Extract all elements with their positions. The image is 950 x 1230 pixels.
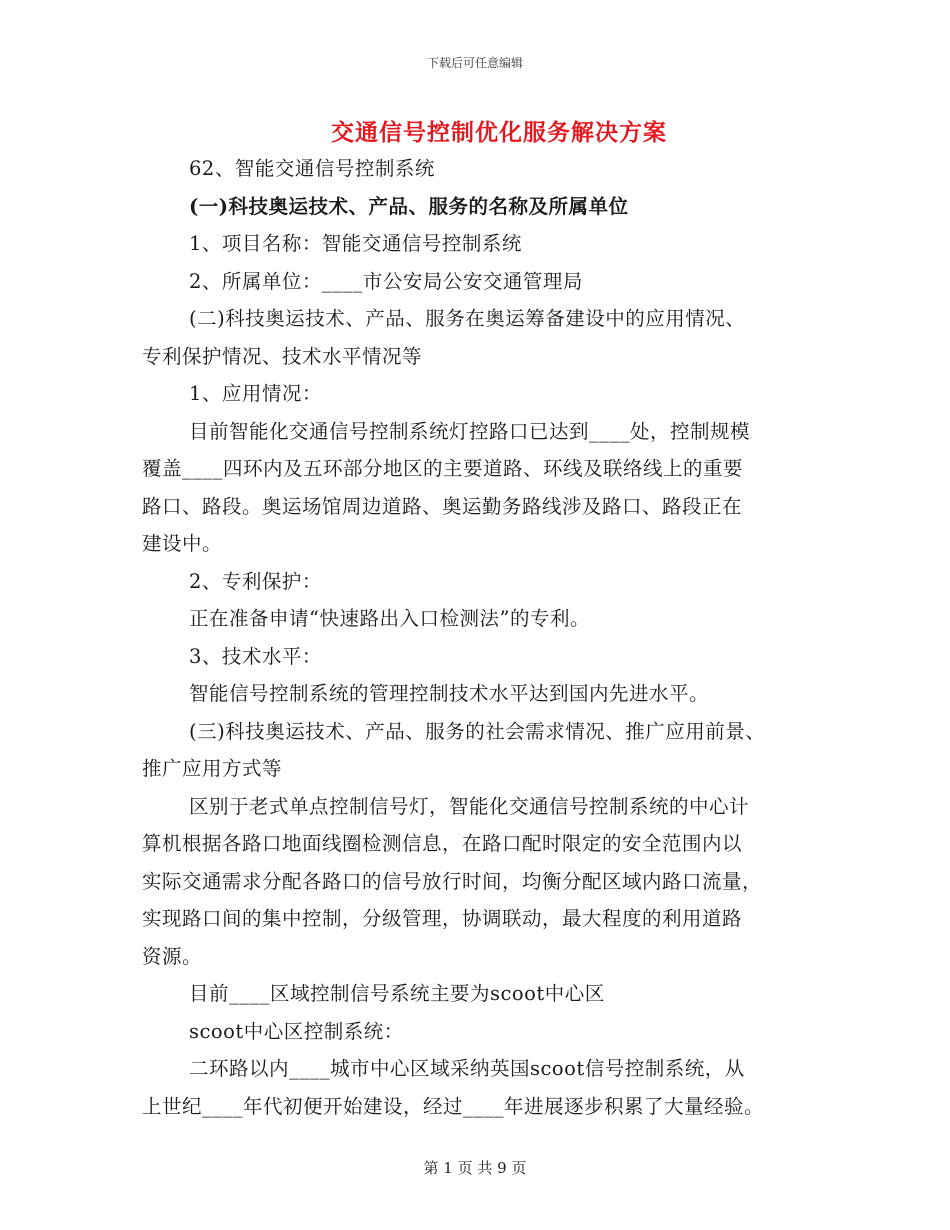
paragraph [142, 675, 810, 713]
paragraph-line: (二)科技奥运技术、产品、服务在奥运筹备建设中的应用情况、 [189, 307, 746, 330]
paragraph-line: 推广应用方式等 [142, 757, 283, 780]
paragraph-line: 专利保护情况、技术水平情况等 [142, 344, 423, 368]
paragraph-line: 智能信号控制系统的管理控制技术水平达到国内先进水平。 [189, 682, 710, 705]
paragraph-line: 覆盖____四环内及五环部分地区的主要道路、环线及联络线上的重要 [142, 457, 744, 480]
paragraph [142, 788, 810, 976]
paragraph [142, 713, 810, 788]
paragraph [142, 375, 810, 413]
paragraph [142, 150, 810, 188]
paragraph-line: 建设中。 [142, 532, 223, 555]
paragraph [142, 638, 810, 676]
paragraph-line: 62、智能交通信号控制系统 [189, 157, 435, 180]
paragraph-line: 1、项目名称：智能交通信号控制系统 [189, 232, 522, 255]
paragraph-line: 目前____区域控制信号系统主要为scoot中心区 [189, 982, 605, 1005]
paragraph [142, 225, 810, 263]
document-title: 交通信号控制优化服务解决方案 [331, 119, 667, 146]
paragraph [142, 300, 810, 375]
paragraph-line: 算机根据各路口地面线圈检测信息，在路口配时限定的安全范围内以 [142, 832, 743, 855]
paragraph [142, 1050, 810, 1125]
paragraph [142, 975, 810, 1013]
paragraph-line: 正在准备申请“快速路出入口检测法”的专利。 [189, 607, 590, 630]
paragraph-line: 二环路以内____城市中心区域采纳英国scoot信号控制系统，从 [189, 1057, 745, 1080]
paragraph-line: 2、所属单位：____市公安局公安交通管理局 [189, 269, 583, 293]
paragraph [142, 1013, 810, 1051]
paragraph-line: (一)科技奥运技术、产品、服务的名称及所属单位 [189, 194, 629, 218]
paragraph [142, 413, 810, 563]
paragraph-line: (三)科技奥运技术、产品、服务的社会需求情况、推广应用前景、 [189, 719, 766, 743]
paragraph-line: 3、技术水平： [189, 644, 322, 668]
paragraph [142, 188, 810, 226]
paragraph-line: scoot中心区控制系统： [189, 1019, 404, 1043]
paragraph [142, 600, 810, 638]
paragraph-line: 资源。 [142, 944, 203, 968]
paragraph [142, 263, 810, 301]
document-body [142, 150, 810, 1125]
paragraph-line: 上世纪____年代初便开始建设，经过____年进展逐步积累了大量经验。 [142, 1094, 765, 1118]
page-footer: 第 1 页 共 9 页 [423, 1159, 527, 1177]
paragraph-line: 1、应用情况： [189, 382, 322, 405]
paragraph-line: 实现路口间的集中控制，分级管理，协调联动，最大程度的利用道路 [142, 907, 743, 930]
paragraph-line: 区别于老式单点控制信号灯，智能化交通信号控制系统的中心计 [189, 794, 750, 818]
paragraph-line: 路口、路段。奥运场馆周边道路、奥运勤务路线涉及路口、路段正在 [142, 494, 743, 518]
paragraph-line: 2、专利保护： [189, 569, 322, 593]
paragraph-line: 目前智能化交通信号控制系统灯控路口已达到____处，控制规模 [189, 419, 751, 443]
header-note: 下载后可任意编辑 [426, 56, 523, 70]
paragraph [142, 563, 810, 601]
paragraph-line: 实际交通需求分配各路口的信号放行时间，均衡分配区域内路口流量， [142, 869, 763, 893]
